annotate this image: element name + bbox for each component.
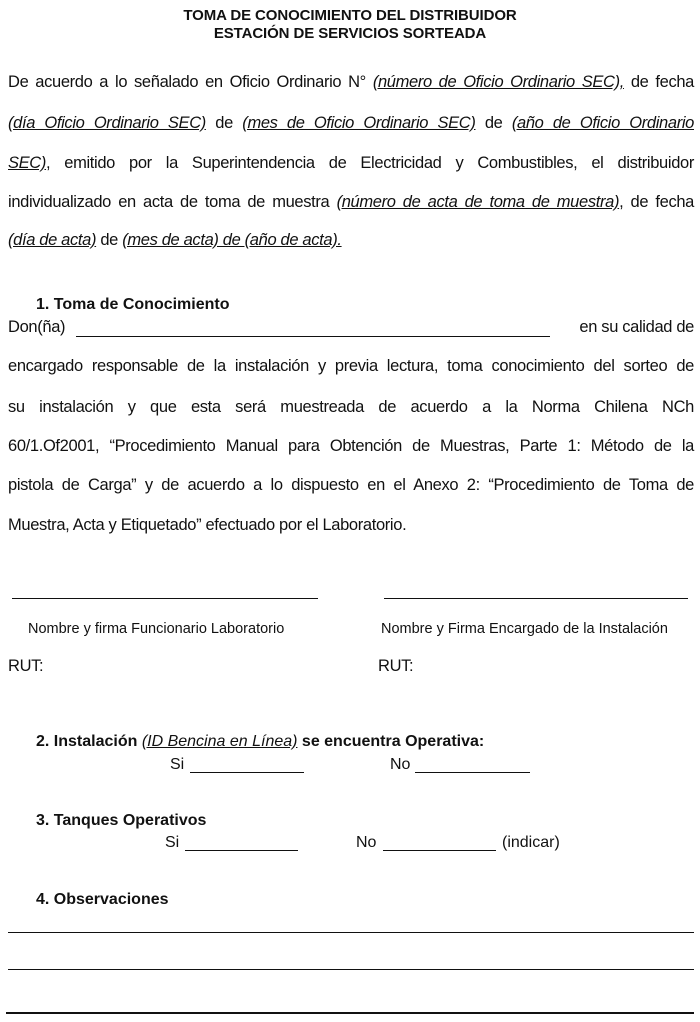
don-label: Don(ña)	[8, 318, 66, 336]
placeholder-oficio-year: (año de Oficio Ordinario	[511, 114, 694, 132]
signature-line-encargado[interactable]	[384, 598, 688, 599]
don-name-field[interactable]	[76, 320, 550, 337]
intro-text: de	[205, 114, 243, 132]
placeholder-oficio-day: (día Oficio Ordinario SEC)	[8, 114, 206, 132]
section-2-no-field[interactable]	[415, 758, 530, 773]
section-2-si-field[interactable]	[190, 758, 304, 773]
section-3-heading: 3. Tanques Operativos	[36, 812, 207, 829]
section-2-si-label: Si	[170, 756, 185, 773]
section-4-heading: 4. Observaciones	[36, 891, 169, 908]
section-1-line-3: 60/1.Of2001, “Procedimiento Manual para Obtención de Muestras, Parte 1: Método de la	[8, 437, 694, 455]
intro-text: individualizado en acta de toma de muestra	[8, 193, 337, 211]
section-1-heading: 1. Toma de Conocimiento	[36, 296, 230, 313]
intro-line-5	[8, 231, 694, 250]
intro-text: De acuerdo a lo señalado en Oficio Ordinario N°	[8, 73, 373, 91]
placeholder-id-bencina: (ID Bencina en Línea)	[141, 733, 298, 750]
placeholder-oficio-month: (mes de Oficio Ordinario SEC)	[242, 114, 476, 132]
rut-label-encargado: RUT:	[378, 657, 414, 675]
intro-text: de	[96, 231, 123, 249]
placeholder-oficio-number: (número de Oficio Ordinario SEC),	[372, 73, 624, 91]
placeholder-acta-number: (número de acta de toma de muestra)	[336, 193, 620, 211]
intro-text: de fecha	[623, 73, 694, 91]
section-2-no-label: No	[390, 756, 411, 773]
section-3-no-field[interactable]	[383, 836, 496, 851]
intro-text: de	[475, 114, 512, 132]
placeholder-acta-day: (día de acta)	[8, 231, 97, 249]
section-3-indicar-label: (indicar)	[502, 834, 560, 851]
don-suffix: en su calidad de	[579, 318, 694, 336]
signature-line-laboratory[interactable]	[12, 598, 318, 599]
section-2-heading-text: se encuentra Operativa:	[297, 733, 485, 750]
section-1-line-5: Muestra, Acta y Etiquetado” efectuado por el Laboratorio.	[8, 516, 407, 534]
section-1-line-1: encargado responsable de la instalación y previa lectura, toma conocimiento del sorteo de	[8, 357, 694, 375]
placeholder-acta-month-year: (mes de acta) de (año de acta).	[122, 231, 342, 249]
intro-line-2	[8, 114, 694, 133]
section-2-heading-text: 2. Instalación	[36, 733, 142, 750]
intro-text: , de fecha	[619, 193, 694, 211]
observations-line-2[interactable]	[8, 969, 694, 970]
intro-line-4	[8, 193, 694, 212]
observations-line-1[interactable]	[8, 932, 694, 933]
section-2-heading	[36, 733, 484, 751]
section-3-si-field[interactable]	[185, 836, 298, 851]
intro-line-3	[8, 154, 694, 173]
document-title-line-1: TOMA DE CONOCIMIENTO DEL DISTRIBUIDOR	[183, 7, 517, 24]
section-1-line-4: pistola de Carga” y de acuerdo a lo dispuesto en el Anexo 2: “Procedimiento de Toma de	[8, 476, 694, 494]
observations-line-3[interactable]	[6, 1012, 694, 1014]
placeholder-oficio-year-end: SEC)	[8, 154, 47, 172]
intro-text: , emitido por la Superintendencia de Electricidad y Combustibles, el distribuidor	[46, 154, 694, 172]
rut-label-laboratory: RUT:	[8, 657, 44, 675]
section-1-line-2: su instalación y que esta será muestreada de acuerdo a la Norma Chilena NCh	[8, 398, 694, 416]
signature-label-laboratory: Nombre y firma Funcionario Laboratorio	[28, 621, 285, 637]
document-title-line-2: ESTACIÓN DE SERVICIOS SORTEADA	[213, 25, 487, 42]
intro-line-1	[8, 73, 694, 92]
section-3-si-label: Si	[165, 834, 180, 851]
signature-label-encargado: Nombre y Firma Encargado de la Instalación	[381, 621, 668, 637]
section-3-no-label: No	[356, 834, 377, 851]
